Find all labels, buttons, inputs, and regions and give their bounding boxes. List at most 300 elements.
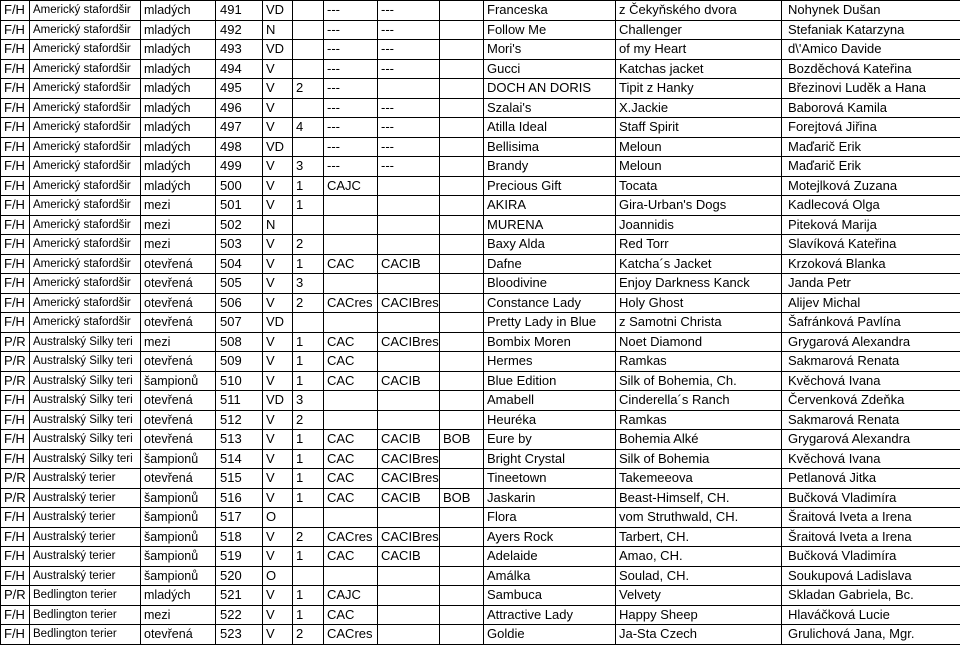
dog-name-cell: Amabell xyxy=(484,391,616,411)
catalog-number-cell: 491 xyxy=(216,1,263,21)
breed-cell: Americký stafordšir xyxy=(30,157,141,177)
owner-cell: Březinovi Luděk a Hana xyxy=(782,79,960,99)
placement-cell xyxy=(293,1,324,21)
class-cell: šampionů xyxy=(141,508,216,528)
sex-cell: F/H xyxy=(1,59,30,79)
placement-cell: 1 xyxy=(293,547,324,567)
table-row xyxy=(1,20,960,40)
table-row xyxy=(1,254,960,274)
certificate-cell: --- xyxy=(324,98,378,118)
bob-cell xyxy=(440,391,484,411)
breed-cell: Australský Silky teri xyxy=(30,410,141,430)
kennel-cell: Amao, CH. xyxy=(616,547,782,567)
bob-cell: BOB xyxy=(440,488,484,508)
table-row xyxy=(1,40,960,60)
grade-cell: VD xyxy=(263,313,293,333)
table-row xyxy=(1,625,960,645)
cacib-cell: CACIB xyxy=(378,430,440,450)
table-row xyxy=(1,566,960,586)
bob-cell xyxy=(440,332,484,352)
certificate-cell: CACres xyxy=(324,527,378,547)
catalog-number-cell: 519 xyxy=(216,547,263,567)
dog-name-cell: Adelaide xyxy=(484,547,616,567)
cacib-cell: CACIB xyxy=(378,371,440,391)
owner-cell: Hlaváčková Lucie xyxy=(782,605,960,625)
dog-name-cell: Atilla Ideal xyxy=(484,118,616,138)
kennel-cell: Noet Diamond xyxy=(616,332,782,352)
bob-cell xyxy=(440,98,484,118)
kennel-cell: z Samotni Christa xyxy=(616,313,782,333)
catalog-number-cell: 510 xyxy=(216,371,263,391)
cacib-cell: CACIB xyxy=(378,488,440,508)
bob-cell xyxy=(440,1,484,21)
grade-cell: V xyxy=(263,293,293,313)
sex-cell: F/H xyxy=(1,157,30,177)
owner-cell: Červenková Zdeňka xyxy=(782,391,960,411)
grade-cell: VD xyxy=(263,1,293,21)
kennel-cell: Takemeeova xyxy=(616,469,782,489)
breed-cell: Australský terier xyxy=(30,566,141,586)
sex-cell: F/H xyxy=(1,196,30,216)
bob-cell xyxy=(440,586,484,606)
breed-cell: Americký stafordšir xyxy=(30,40,141,60)
sex-cell: F/H xyxy=(1,293,30,313)
catalog-number-cell: 494 xyxy=(216,59,263,79)
class-cell: otevřená xyxy=(141,391,216,411)
certificate-cell: CAC xyxy=(324,254,378,274)
certificate-cell: --- xyxy=(324,79,378,99)
bob-cell xyxy=(440,40,484,60)
cacib-cell xyxy=(378,79,440,99)
placement-cell xyxy=(293,59,324,79)
dog-name-cell: Mori's xyxy=(484,40,616,60)
table-row xyxy=(1,59,960,79)
placement-cell: 3 xyxy=(293,157,324,177)
breed-cell: Australský Silky teri xyxy=(30,449,141,469)
dog-name-cell: Bloodivine xyxy=(484,274,616,294)
placement-cell: 3 xyxy=(293,391,324,411)
breed-cell: Americký stafordšir xyxy=(30,254,141,274)
dog-name-cell: Heuréka xyxy=(484,410,616,430)
breed-cell: Americký stafordšir xyxy=(30,1,141,21)
sex-cell: P/R xyxy=(1,469,30,489)
dog-name-cell: MURENA xyxy=(484,215,616,235)
class-cell: šampionů xyxy=(141,527,216,547)
table-row xyxy=(1,157,960,177)
table-row xyxy=(1,371,960,391)
table-row xyxy=(1,605,960,625)
owner-cell: Bučková Vladimíra xyxy=(782,488,960,508)
kennel-cell: Challenger xyxy=(616,20,782,40)
bob-cell xyxy=(440,410,484,430)
grade-cell: V xyxy=(263,488,293,508)
table-row xyxy=(1,79,960,99)
breed-cell: Bedlington terier xyxy=(30,625,141,645)
cacib-cell xyxy=(378,313,440,333)
kennel-cell: Velvety xyxy=(616,586,782,606)
breed-cell: Americký stafordšir xyxy=(30,196,141,216)
class-cell: otevřená xyxy=(141,410,216,430)
kennel-cell: Red Torr xyxy=(616,235,782,255)
sex-cell: F/H xyxy=(1,527,30,547)
grade-cell: V xyxy=(263,625,293,645)
class-cell: mezi xyxy=(141,235,216,255)
certificate-cell: CAC xyxy=(324,371,378,391)
grade-cell: VD xyxy=(263,40,293,60)
sex-cell: F/H xyxy=(1,98,30,118)
owner-cell: Petlanová Jitka xyxy=(782,469,960,489)
breed-cell: Americký stafordšir xyxy=(30,79,141,99)
owner-cell: Kvěchová Ivana xyxy=(782,449,960,469)
catalog-number-cell: 496 xyxy=(216,98,263,118)
owner-cell: Sakmarová Renata xyxy=(782,352,960,372)
placement-cell: 1 xyxy=(293,488,324,508)
bob-cell xyxy=(440,293,484,313)
placement-cell xyxy=(293,566,324,586)
breed-cell: Australský terier xyxy=(30,488,141,508)
sex-cell: F/H xyxy=(1,20,30,40)
table-row xyxy=(1,1,960,21)
placement-cell: 1 xyxy=(293,332,324,352)
sex-cell: F/H xyxy=(1,508,30,528)
class-cell: otevřená xyxy=(141,352,216,372)
owner-cell: Skladan Gabriela, Bc. xyxy=(782,586,960,606)
breed-cell: Australský Silky teri xyxy=(30,430,141,450)
dog-name-cell: Sambuca xyxy=(484,586,616,606)
cacib-cell xyxy=(378,176,440,196)
certificate-cell: CAC xyxy=(324,469,378,489)
class-cell: otevřená xyxy=(141,469,216,489)
placement-cell: 1 xyxy=(293,586,324,606)
grade-cell: V xyxy=(263,547,293,567)
cacib-cell: --- xyxy=(378,118,440,138)
certificate-cell: --- xyxy=(324,157,378,177)
owner-cell: Sakmarová Renata xyxy=(782,410,960,430)
sex-cell: F/H xyxy=(1,605,30,625)
owner-cell: Nohynek Dušan xyxy=(782,1,960,21)
certificate-cell: CACres xyxy=(324,625,378,645)
catalog-number-cell: 523 xyxy=(216,625,263,645)
grade-cell: N xyxy=(263,20,293,40)
sex-cell: F/H xyxy=(1,40,30,60)
catalog-number-cell: 493 xyxy=(216,40,263,60)
dog-name-cell: Bombix Moren xyxy=(484,332,616,352)
owner-cell: Kadlecová Olga xyxy=(782,196,960,216)
dog-name-cell: Gucci xyxy=(484,59,616,79)
bob-cell xyxy=(440,469,484,489)
kennel-cell: Silk of Bohemia xyxy=(616,449,782,469)
cacib-cell: --- xyxy=(378,98,440,118)
table-row xyxy=(1,586,960,606)
owner-cell: Bučková Vladimíra xyxy=(782,547,960,567)
bob-cell xyxy=(440,352,484,372)
cacib-cell: --- xyxy=(378,137,440,157)
grade-cell: V xyxy=(263,196,293,216)
certificate-cell: CAC xyxy=(324,352,378,372)
owner-cell: Motejlková Zuzana xyxy=(782,176,960,196)
dog-name-cell: Brandy xyxy=(484,157,616,177)
dog-name-cell: Hermes xyxy=(484,352,616,372)
bob-cell xyxy=(440,566,484,586)
catalog-number-cell: 516 xyxy=(216,488,263,508)
catalog-number-cell: 513 xyxy=(216,430,263,450)
dog-name-cell: Baxy Alda xyxy=(484,235,616,255)
sex-cell: P/R xyxy=(1,586,30,606)
placement-cell: 2 xyxy=(293,625,324,645)
cacib-cell: CACIBres xyxy=(378,332,440,352)
dog-name-cell: Tineetown xyxy=(484,469,616,489)
kennel-cell: Enjoy Darkness Kanck xyxy=(616,274,782,294)
cacib-cell: CACIB xyxy=(378,547,440,567)
sex-cell: F/H xyxy=(1,313,30,333)
grade-cell: V xyxy=(263,59,293,79)
kennel-cell: Ja-Sta Czech xyxy=(616,625,782,645)
cacib-cell: --- xyxy=(378,20,440,40)
grade-cell: V xyxy=(263,410,293,430)
bob-cell xyxy=(440,547,484,567)
placement-cell xyxy=(293,137,324,157)
placement-cell: 2 xyxy=(293,410,324,430)
bob-cell xyxy=(440,157,484,177)
placement-cell: 3 xyxy=(293,274,324,294)
owner-cell: Janda Petr xyxy=(782,274,960,294)
cacib-cell xyxy=(378,625,440,645)
placement-cell: 2 xyxy=(293,293,324,313)
table-body xyxy=(1,1,960,645)
dog-name-cell: Amálka xyxy=(484,566,616,586)
class-cell: mladých xyxy=(141,157,216,177)
table-row xyxy=(1,274,960,294)
owner-cell: Baborová Kamila xyxy=(782,98,960,118)
bob-cell xyxy=(440,196,484,216)
breed-cell: Australský terier xyxy=(30,527,141,547)
grade-cell: V xyxy=(263,430,293,450)
cacib-cell: CACIBres xyxy=(378,469,440,489)
owner-cell: Grygarová Alexandra xyxy=(782,430,960,450)
dog-name-cell: DOCH AN DORIS xyxy=(484,79,616,99)
table-row xyxy=(1,508,960,528)
bob-cell xyxy=(440,625,484,645)
catalog-number-cell: 505 xyxy=(216,274,263,294)
class-cell: mladých xyxy=(141,176,216,196)
kennel-cell: Joannidis xyxy=(616,215,782,235)
catalog-number-cell: 522 xyxy=(216,605,263,625)
kennel-cell: Beast-Himself, CH. xyxy=(616,488,782,508)
table-row xyxy=(1,488,960,508)
class-cell: mezi xyxy=(141,196,216,216)
sex-cell: P/R xyxy=(1,371,30,391)
class-cell: mezi xyxy=(141,605,216,625)
catalog-number-cell: 499 xyxy=(216,157,263,177)
sex-cell: F/H xyxy=(1,254,30,274)
class-cell: otevřená xyxy=(141,274,216,294)
catalog-number-cell: 515 xyxy=(216,469,263,489)
kennel-cell: Gira-Urban's Dogs xyxy=(616,196,782,216)
breed-cell: Australský Silky teri xyxy=(30,371,141,391)
table-row xyxy=(1,547,960,567)
grade-cell: V xyxy=(263,605,293,625)
certificate-cell xyxy=(324,391,378,411)
catalog-number-cell: 518 xyxy=(216,527,263,547)
catalog-number-cell: 512 xyxy=(216,410,263,430)
grade-cell: VD xyxy=(263,391,293,411)
certificate-cell: --- xyxy=(324,59,378,79)
owner-cell: Krzoková Blanka xyxy=(782,254,960,274)
kennel-cell: Tocata xyxy=(616,176,782,196)
sex-cell: F/H xyxy=(1,215,30,235)
class-cell: mezi xyxy=(141,215,216,235)
grade-cell: V xyxy=(263,79,293,99)
catalog-number-cell: 511 xyxy=(216,391,263,411)
sex-cell: F/H xyxy=(1,449,30,469)
bob-cell xyxy=(440,508,484,528)
dog-name-cell: Eure by xyxy=(484,430,616,450)
placement-cell: 1 xyxy=(293,605,324,625)
certificate-cell xyxy=(324,566,378,586)
grade-cell: N xyxy=(263,215,293,235)
breed-cell: Americký stafordšir xyxy=(30,137,141,157)
catalog-number-cell: 498 xyxy=(216,137,263,157)
class-cell: otevřená xyxy=(141,625,216,645)
table-row xyxy=(1,410,960,430)
table-row xyxy=(1,235,960,255)
catalog-number-cell: 501 xyxy=(216,196,263,216)
bob-cell xyxy=(440,274,484,294)
breed-cell: Australský terier xyxy=(30,469,141,489)
kennel-cell: Katcha´s Jacket xyxy=(616,254,782,274)
kennel-cell: Silk of Bohemia, Ch. xyxy=(616,371,782,391)
class-cell: otevřená xyxy=(141,293,216,313)
table-row xyxy=(1,352,960,372)
kennel-cell: Tarbert, CH. xyxy=(616,527,782,547)
cacib-cell xyxy=(378,605,440,625)
cacib-cell: --- xyxy=(378,40,440,60)
dog-name-cell: Jaskarin xyxy=(484,488,616,508)
dog-name-cell: Goldie xyxy=(484,625,616,645)
cacib-cell: --- xyxy=(378,1,440,21)
breed-cell: Bedlington terier xyxy=(30,605,141,625)
table-row xyxy=(1,215,960,235)
owner-cell: Maďarič Erik xyxy=(782,157,960,177)
grade-cell: V xyxy=(263,176,293,196)
sex-cell: F/H xyxy=(1,1,30,21)
owner-cell: Bozděchová Kateřina xyxy=(782,59,960,79)
placement-cell: 1 xyxy=(293,352,324,372)
dog-name-cell: Bright Crystal xyxy=(484,449,616,469)
catalog-number-cell: 503 xyxy=(216,235,263,255)
bob-cell xyxy=(440,371,484,391)
sex-cell: F/H xyxy=(1,79,30,99)
placement-cell xyxy=(293,215,324,235)
kennel-cell: z Čekyňského dvora xyxy=(616,1,782,21)
breed-cell: Americký stafordšir xyxy=(30,20,141,40)
certificate-cell xyxy=(324,508,378,528)
sex-cell: F/H xyxy=(1,235,30,255)
certificate-cell: CAC xyxy=(324,488,378,508)
certificate-cell: --- xyxy=(324,1,378,21)
class-cell: šampionů xyxy=(141,547,216,567)
bob-cell xyxy=(440,79,484,99)
class-cell: mladých xyxy=(141,59,216,79)
certificate-cell: CAC xyxy=(324,430,378,450)
kennel-cell: X.Jackie xyxy=(616,98,782,118)
table-row xyxy=(1,449,960,469)
sex-cell: P/R xyxy=(1,352,30,372)
cacib-cell xyxy=(378,508,440,528)
kennel-cell: Tipit z Hanky xyxy=(616,79,782,99)
certificate-cell xyxy=(324,215,378,235)
cacib-cell: --- xyxy=(378,59,440,79)
placement-cell: 1 xyxy=(293,254,324,274)
cacib-cell xyxy=(378,196,440,216)
breed-cell: Australský Silky teri xyxy=(30,332,141,352)
cacib-cell: CACIB xyxy=(378,254,440,274)
owner-cell: d\'Amico Davide xyxy=(782,40,960,60)
class-cell: mladých xyxy=(141,79,216,99)
breed-cell: Americký stafordšir xyxy=(30,215,141,235)
kennel-cell: vom Struthwald, CH. xyxy=(616,508,782,528)
bob-cell xyxy=(440,176,484,196)
dog-name-cell: Attractive Lady xyxy=(484,605,616,625)
bob-cell xyxy=(440,20,484,40)
table-row xyxy=(1,469,960,489)
grade-cell: V xyxy=(263,586,293,606)
kennel-cell: of my Heart xyxy=(616,40,782,60)
placement-cell xyxy=(293,98,324,118)
placement-cell: 1 xyxy=(293,430,324,450)
kennel-cell: Ramkas xyxy=(616,352,782,372)
owner-cell: Maďarič Erik xyxy=(782,137,960,157)
dog-name-cell: Constance Lady xyxy=(484,293,616,313)
bob-cell xyxy=(440,605,484,625)
catalog-number-cell: 502 xyxy=(216,215,263,235)
kennel-cell: Cinderella´s Ranch xyxy=(616,391,782,411)
class-cell: mladých xyxy=(141,118,216,138)
breed-cell: Australský terier xyxy=(30,547,141,567)
table-row xyxy=(1,332,960,352)
placement-cell: 2 xyxy=(293,527,324,547)
dog-name-cell: Blue Edition xyxy=(484,371,616,391)
owner-cell: Forejtová Jiřina xyxy=(782,118,960,138)
catalog-number-cell: 492 xyxy=(216,20,263,40)
dog-name-cell: AKIRA xyxy=(484,196,616,216)
kennel-cell: Ramkas xyxy=(616,410,782,430)
table-row xyxy=(1,430,960,450)
catalog-number-cell: 509 xyxy=(216,352,263,372)
sex-cell: F/H xyxy=(1,274,30,294)
certificate-cell: CAC xyxy=(324,605,378,625)
sex-cell: F/H xyxy=(1,547,30,567)
bob-cell xyxy=(440,118,484,138)
class-cell: otevřená xyxy=(141,254,216,274)
grade-cell: V xyxy=(263,98,293,118)
grade-cell: V xyxy=(263,527,293,547)
bob-cell xyxy=(440,137,484,157)
dog-name-cell: Follow Me xyxy=(484,20,616,40)
grade-cell: V xyxy=(263,332,293,352)
placement-cell: 2 xyxy=(293,235,324,255)
certificate-cell xyxy=(324,196,378,216)
catalog-number-cell: 507 xyxy=(216,313,263,333)
placement-cell: 4 xyxy=(293,118,324,138)
breed-cell: Australský Silky teri xyxy=(30,352,141,372)
bob-cell xyxy=(440,215,484,235)
cacib-cell xyxy=(378,352,440,372)
table-row xyxy=(1,391,960,411)
class-cell: otevřená xyxy=(141,430,216,450)
owner-cell: Alijev Michal xyxy=(782,293,960,313)
owner-cell: Šraitová Iveta a Irena xyxy=(782,508,960,528)
